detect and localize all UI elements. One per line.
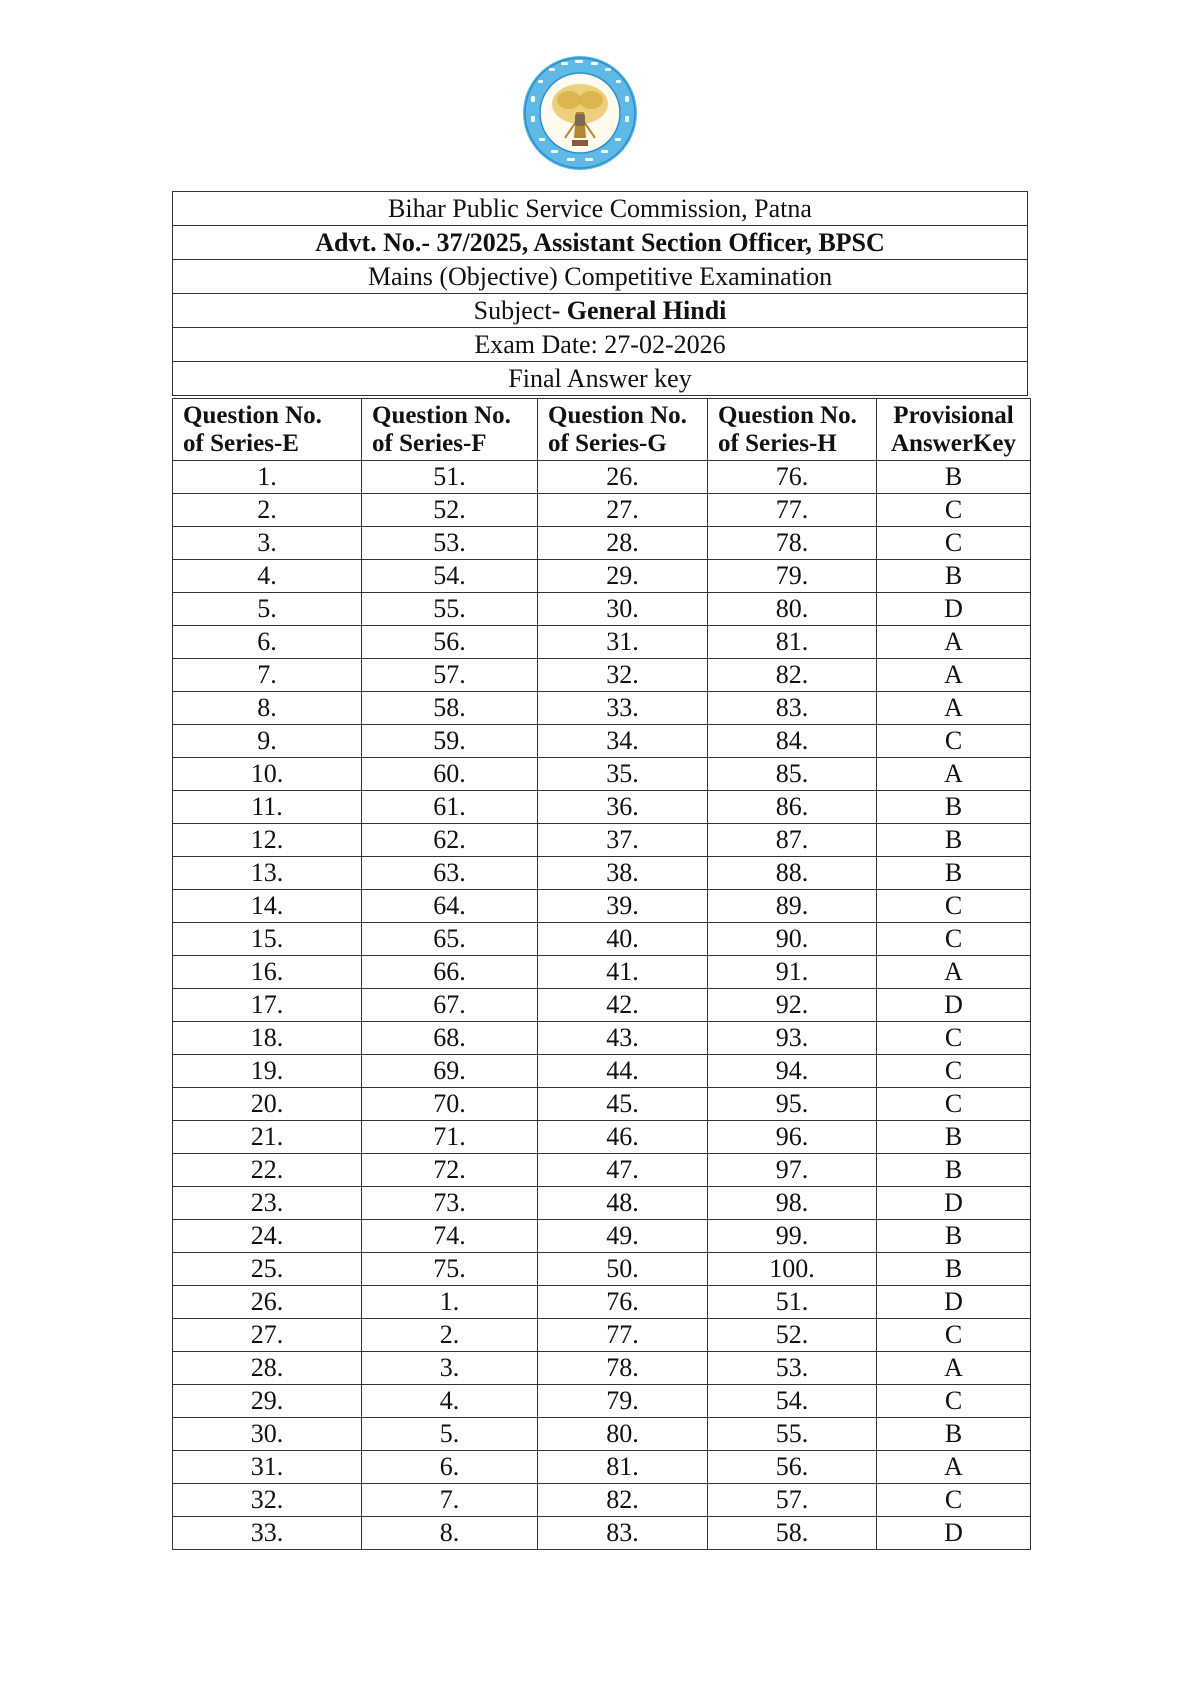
- series-h-cell: 51.: [708, 1286, 877, 1319]
- answer-key-sheet: [172, 191, 1028, 1550]
- answer-cell: C: [877, 527, 1031, 560]
- series-h-cell: 90.: [708, 923, 877, 956]
- series-e-cell: 16.: [173, 956, 362, 989]
- series-h-cell: 76.: [708, 461, 877, 494]
- answer-cell: C: [877, 1385, 1031, 1418]
- subject-line: [173, 294, 1027, 328]
- series-g-cell: 37.: [538, 824, 708, 857]
- series-g-cell: 81.: [538, 1451, 708, 1484]
- series-g-cell: 47.: [538, 1154, 708, 1187]
- series-e-cell: 24.: [173, 1220, 362, 1253]
- col-header-series-g: Question No. of Series-G: [538, 399, 708, 461]
- table-header-row: [173, 399, 1031, 461]
- series-e-cell: 23.: [173, 1187, 362, 1220]
- series-f-cell: 71.: [362, 1121, 538, 1154]
- series-g-cell: 78.: [538, 1352, 708, 1385]
- table-row: [173, 1022, 1031, 1055]
- table-row: [173, 1253, 1031, 1286]
- series-g-cell: 79.: [538, 1385, 708, 1418]
- series-g-cell: 42.: [538, 989, 708, 1022]
- col-header-series-h: Question No. of Series-H: [708, 399, 877, 461]
- series-f-cell: 60.: [362, 758, 538, 791]
- answer-key-table: [172, 398, 1031, 1550]
- series-e-cell: 17.: [173, 989, 362, 1022]
- table-row: [173, 1517, 1031, 1550]
- series-g-cell: 45.: [538, 1088, 708, 1121]
- series-g-cell: 28.: [538, 527, 708, 560]
- series-h-cell: 96.: [708, 1121, 877, 1154]
- series-e-cell: 30.: [173, 1418, 362, 1451]
- series-h-cell: 98.: [708, 1187, 877, 1220]
- series-g-cell: 83.: [538, 1517, 708, 1550]
- series-g-cell: 46.: [538, 1121, 708, 1154]
- subject-prefix: Subject-: [473, 296, 567, 325]
- answer-cell: B: [877, 1253, 1031, 1286]
- series-e-cell: 26.: [173, 1286, 362, 1319]
- answer-cell: B: [877, 461, 1031, 494]
- series-f-cell: 8.: [362, 1517, 538, 1550]
- series-e-cell: 12.: [173, 824, 362, 857]
- series-h-cell: 56.: [708, 1451, 877, 1484]
- answer-cell: A: [877, 1451, 1031, 1484]
- table-row: [173, 692, 1031, 725]
- series-e-cell: 1.: [173, 461, 362, 494]
- series-f-cell: 4.: [362, 1385, 538, 1418]
- commission-name: Bihar Public Service Commission, Patna: [173, 192, 1027, 226]
- series-g-cell: 80.: [538, 1418, 708, 1451]
- series-e-cell: 8.: [173, 692, 362, 725]
- answer-cell: D: [877, 989, 1031, 1022]
- table-row: [173, 1319, 1031, 1352]
- series-f-cell: 70.: [362, 1088, 538, 1121]
- series-e-cell: 33.: [173, 1517, 362, 1550]
- series-g-cell: 33.: [538, 692, 708, 725]
- col-header-series-e: Question No. of Series-E: [173, 399, 362, 461]
- answer-cell: C: [877, 725, 1031, 758]
- table-row: [173, 593, 1031, 626]
- col-header-answer-key: Provisional AnswerKey: [877, 399, 1031, 461]
- series-h-cell: 53.: [708, 1352, 877, 1385]
- answer-cell: A: [877, 956, 1031, 989]
- series-f-cell: 65.: [362, 923, 538, 956]
- table-row: [173, 1055, 1031, 1088]
- series-g-cell: 49.: [538, 1220, 708, 1253]
- series-h-cell: 58.: [708, 1517, 877, 1550]
- series-e-cell: 5.: [173, 593, 362, 626]
- table-row: [173, 923, 1031, 956]
- series-h-cell: 87.: [708, 824, 877, 857]
- answer-cell: B: [877, 791, 1031, 824]
- series-e-cell: 2.: [173, 494, 362, 527]
- answer-cell: A: [877, 1352, 1031, 1385]
- series-g-cell: 82.: [538, 1484, 708, 1517]
- answer-cell: C: [877, 890, 1031, 923]
- series-g-cell: 31.: [538, 626, 708, 659]
- table-row: [173, 494, 1031, 527]
- table-row: [173, 1220, 1031, 1253]
- series-f-cell: 59.: [362, 725, 538, 758]
- document-title: Final Answer key: [173, 362, 1027, 396]
- series-h-cell: 77.: [708, 494, 877, 527]
- table-row: [173, 989, 1031, 1022]
- answer-cell: A: [877, 626, 1031, 659]
- answer-cell: B: [877, 824, 1031, 857]
- series-h-cell: 84.: [708, 725, 877, 758]
- series-g-cell: 43.: [538, 1022, 708, 1055]
- series-h-cell: 100.: [708, 1253, 877, 1286]
- answer-cell: D: [877, 1187, 1031, 1220]
- advertisement-line: [173, 226, 1027, 260]
- series-e-cell: 31.: [173, 1451, 362, 1484]
- series-f-cell: 53.: [362, 527, 538, 560]
- series-h-cell: 54.: [708, 1385, 877, 1418]
- series-f-cell: 55.: [362, 593, 538, 626]
- table-row: [173, 626, 1031, 659]
- series-f-cell: 3.: [362, 1352, 538, 1385]
- answer-cell: D: [877, 1517, 1031, 1550]
- series-f-cell: 68.: [362, 1022, 538, 1055]
- series-e-cell: 13.: [173, 857, 362, 890]
- series-h-cell: 78.: [708, 527, 877, 560]
- series-f-cell: 58.: [362, 692, 538, 725]
- series-e-cell: 20.: [173, 1088, 362, 1121]
- table-row: [173, 1187, 1031, 1220]
- series-g-cell: 32.: [538, 659, 708, 692]
- table-row: [173, 1451, 1031, 1484]
- answer-cell: C: [877, 1055, 1031, 1088]
- series-g-cell: 27.: [538, 494, 708, 527]
- bpsc-emblem-icon: [521, 54, 639, 172]
- table-row: [173, 725, 1031, 758]
- series-e-cell: 10.: [173, 758, 362, 791]
- series-e-cell: 11.: [173, 791, 362, 824]
- table-row: [173, 461, 1031, 494]
- answer-cell: C: [877, 1022, 1031, 1055]
- series-f-cell: 6.: [362, 1451, 538, 1484]
- series-h-cell: 86.: [708, 791, 877, 824]
- table-row: [173, 1154, 1031, 1187]
- exam-name: Mains (Objective) Competitive Examination: [173, 260, 1027, 294]
- answer-cell: D: [877, 1286, 1031, 1319]
- answer-cell: B: [877, 1220, 1031, 1253]
- series-h-cell: 55.: [708, 1418, 877, 1451]
- answer-cell: C: [877, 494, 1031, 527]
- series-g-cell: 77.: [538, 1319, 708, 1352]
- series-g-cell: 40.: [538, 923, 708, 956]
- answer-cell: B: [877, 857, 1031, 890]
- series-f-cell: 66.: [362, 956, 538, 989]
- advertisement-text: Advt. No.- 37/2025, Assistant Section Officer, BPSC: [315, 228, 885, 257]
- answer-cell: B: [877, 560, 1031, 593]
- series-h-cell: 80.: [708, 593, 877, 626]
- series-h-cell: 95.: [708, 1088, 877, 1121]
- series-h-cell: 89.: [708, 890, 877, 923]
- series-f-cell: 7.: [362, 1484, 538, 1517]
- answer-cell: A: [877, 659, 1031, 692]
- series-f-cell: 63.: [362, 857, 538, 890]
- series-f-cell: 73.: [362, 1187, 538, 1220]
- table-row: [173, 758, 1031, 791]
- series-e-cell: 29.: [173, 1385, 362, 1418]
- series-e-cell: 6.: [173, 626, 362, 659]
- series-h-cell: 52.: [708, 1319, 877, 1352]
- series-e-cell: 9.: [173, 725, 362, 758]
- series-f-cell: 54.: [362, 560, 538, 593]
- answer-cell: C: [877, 1088, 1031, 1121]
- series-g-cell: 48.: [538, 1187, 708, 1220]
- series-e-cell: 4.: [173, 560, 362, 593]
- answer-cell: A: [877, 692, 1031, 725]
- answer-cell: B: [877, 1154, 1031, 1187]
- series-f-cell: 57.: [362, 659, 538, 692]
- table-row: [173, 1286, 1031, 1319]
- series-e-cell: 19.: [173, 1055, 362, 1088]
- series-h-cell: 92.: [708, 989, 877, 1022]
- table-row: [173, 659, 1031, 692]
- series-f-cell: 2.: [362, 1319, 538, 1352]
- series-e-cell: 7.: [173, 659, 362, 692]
- header-block: [172, 191, 1028, 396]
- series-e-cell: 28.: [173, 1352, 362, 1385]
- exam-date: Exam Date: 27-02-2026: [173, 328, 1027, 362]
- table-row: [173, 824, 1031, 857]
- answer-cell: B: [877, 1418, 1031, 1451]
- series-f-cell: 72.: [362, 1154, 538, 1187]
- series-f-cell: 62.: [362, 824, 538, 857]
- answer-cell: A: [877, 758, 1031, 791]
- subject-name: General Hindi: [566, 296, 727, 325]
- answer-cell: B: [877, 1121, 1031, 1154]
- series-h-cell: 93.: [708, 1022, 877, 1055]
- series-h-cell: 83.: [708, 692, 877, 725]
- series-e-cell: 14.: [173, 890, 362, 923]
- series-h-cell: 99.: [708, 1220, 877, 1253]
- series-g-cell: 76.: [538, 1286, 708, 1319]
- series-e-cell: 18.: [173, 1022, 362, 1055]
- series-e-cell: 25.: [173, 1253, 362, 1286]
- series-f-cell: 1.: [362, 1286, 538, 1319]
- series-f-cell: 61.: [362, 791, 538, 824]
- series-f-cell: 56.: [362, 626, 538, 659]
- table-row: [173, 1352, 1031, 1385]
- table-row: [173, 956, 1031, 989]
- series-h-cell: 94.: [708, 1055, 877, 1088]
- series-f-cell: 52.: [362, 494, 538, 527]
- series-h-cell: 85.: [708, 758, 877, 791]
- table-row: [173, 1418, 1031, 1451]
- series-f-cell: 67.: [362, 989, 538, 1022]
- table-row: [173, 1385, 1031, 1418]
- series-h-cell: 79.: [708, 560, 877, 593]
- series-g-cell: 38.: [538, 857, 708, 890]
- series-g-cell: 36.: [538, 791, 708, 824]
- table-row: [173, 791, 1031, 824]
- series-h-cell: 82.: [708, 659, 877, 692]
- series-h-cell: 57.: [708, 1484, 877, 1517]
- answer-cell: C: [877, 923, 1031, 956]
- series-h-cell: 88.: [708, 857, 877, 890]
- series-g-cell: 44.: [538, 1055, 708, 1088]
- series-h-cell: 91.: [708, 956, 877, 989]
- series-f-cell: 69.: [362, 1055, 538, 1088]
- series-e-cell: 32.: [173, 1484, 362, 1517]
- table-row: [173, 1121, 1031, 1154]
- answer-cell: D: [877, 593, 1031, 626]
- series-h-cell: 97.: [708, 1154, 877, 1187]
- series-e-cell: 27.: [173, 1319, 362, 1352]
- table-row: [173, 1484, 1031, 1517]
- series-f-cell: 5.: [362, 1418, 538, 1451]
- table-row: [173, 1088, 1031, 1121]
- series-e-cell: 22.: [173, 1154, 362, 1187]
- table-row: [173, 857, 1031, 890]
- series-g-cell: 39.: [538, 890, 708, 923]
- series-f-cell: 64.: [362, 890, 538, 923]
- col-header-series-f: Question No. of Series-F: [362, 399, 538, 461]
- series-g-cell: 35.: [538, 758, 708, 791]
- answer-cell: C: [877, 1319, 1031, 1352]
- series-g-cell: 29.: [538, 560, 708, 593]
- series-g-cell: 50.: [538, 1253, 708, 1286]
- answer-cell: C: [877, 1484, 1031, 1517]
- series-g-cell: 26.: [538, 461, 708, 494]
- series-e-cell: 21.: [173, 1121, 362, 1154]
- series-f-cell: 75.: [362, 1253, 538, 1286]
- series-h-cell: 81.: [708, 626, 877, 659]
- series-e-cell: 3.: [173, 527, 362, 560]
- series-g-cell: 41.: [538, 956, 708, 989]
- table-row: [173, 890, 1031, 923]
- table-row: [173, 560, 1031, 593]
- series-f-cell: 51.: [362, 461, 538, 494]
- series-g-cell: 34.: [538, 725, 708, 758]
- series-e-cell: 15.: [173, 923, 362, 956]
- table-row: [173, 527, 1031, 560]
- series-f-cell: 74.: [362, 1220, 538, 1253]
- series-g-cell: 30.: [538, 593, 708, 626]
